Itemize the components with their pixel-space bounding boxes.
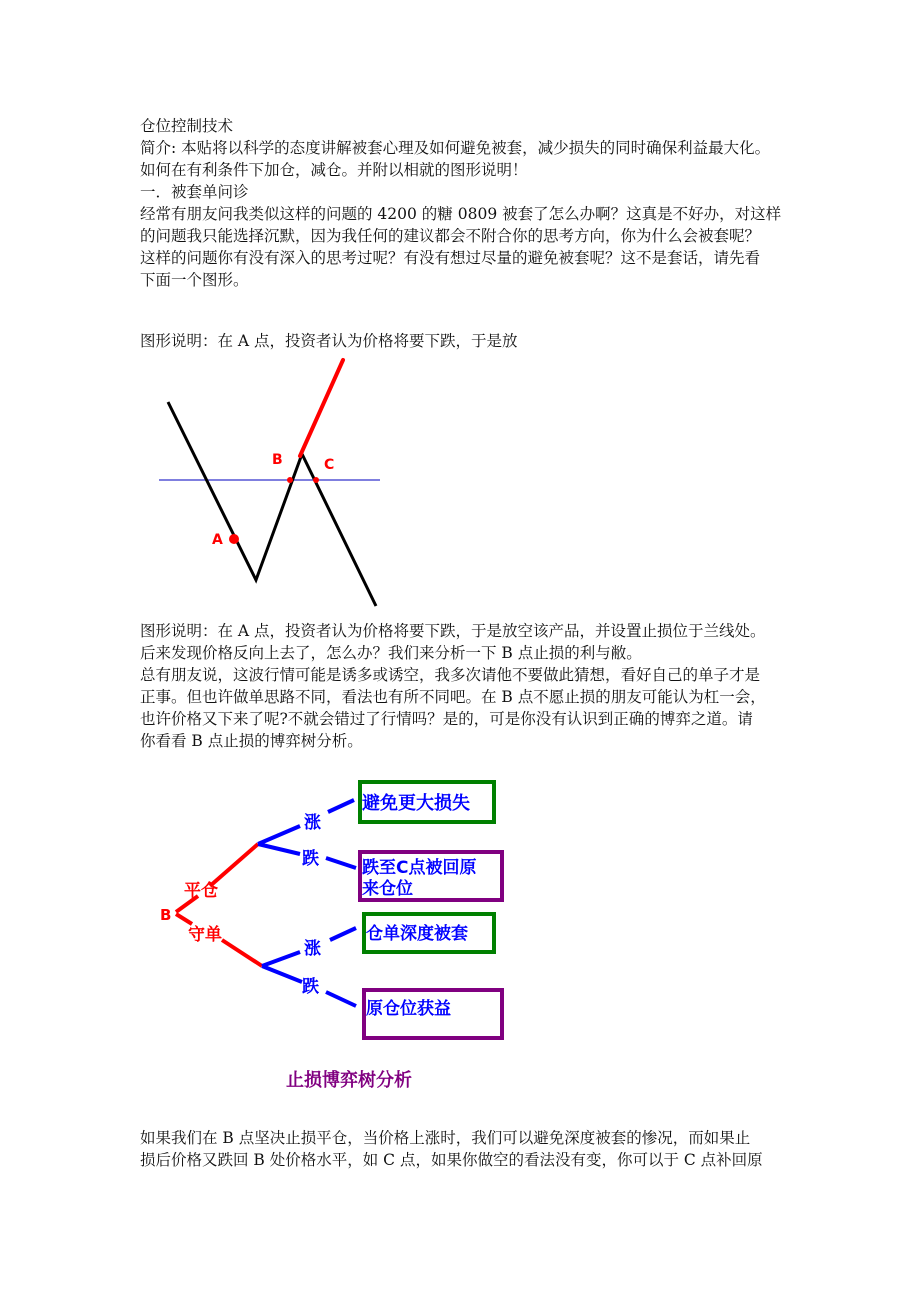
point-b [287,477,293,483]
rise-branch-line [262,952,300,966]
branch-hold-line [176,914,192,924]
outcome-hold-fall: 原仓位获益 [366,999,451,1019]
branch-hold-label: 守单 [188,925,222,945]
section-heading: 一．被套单问诊 [140,183,249,201]
label-c: C [324,457,335,473]
outcome-close-rise: 避免更大损失 [362,793,470,814]
paragraph-block [140,1127,790,1171]
outcome-close-fall-line1: 跌至C点被回原 [362,858,477,878]
document-title-block [140,115,790,291]
paragraph-block [140,620,790,752]
root-label: B [160,906,172,924]
game-tree-caption: 止损博弈树分析 [286,1070,412,1091]
paragraph-line: 这样的问题你有没有深入的思考过呢？有没有想过尽量的避免被套呢？这不是套话，请先看 [140,249,761,267]
intro-line: 简介: 本贴将以科学的态度讲解被套心理及如何避免被套，减少损失的同时确保利益最大化。 [140,139,771,157]
rise-branch-line [330,928,356,940]
paragraph-line: 正事。但也许做单思路不同，看法也有所不同吧。在 B 点不愿止损的朋友可能认为杠一会， [140,688,766,706]
game-tree-figure [150,768,550,1108]
paragraph-line: 的问题我只能选择沉默，因为我任何的建议都会不附合你的思考方向，你为什么会被套呢？ [140,227,761,245]
outcome-hold-rise: 仓单深度被套 [366,924,468,944]
branch-hold-line [222,940,262,966]
fall-branch-line [262,966,302,982]
label-a: A [212,532,223,548]
rise-branch-line [328,800,354,812]
caption-text: 图形说明：在 A 点，投资者认为价格将要下跌，于是放 [140,332,518,350]
price-path [168,402,376,606]
figure-caption-short [140,330,790,352]
fall-label: 跌 [302,849,319,869]
paragraph-line: 如果我们在 B 点坚决止损平仓，当价格上涨时，我们可以避免深度被套的惨况，而如果止 [140,1129,751,1147]
branch-close-label: 平仓 [184,881,218,901]
paragraph-line: 后来发现价格反向上去了，怎么办？我们来分析一下 B 点止损的利与敝。 [140,644,642,662]
paragraph-line: 也许价格又下来了呢?不就会错过了行情吗？是的，可是你没有认识到正确的博弈之道。请 [140,710,753,728]
label-b: B [272,452,283,468]
paragraph-line: 你看看 B 点止损的博弈树分析。 [140,732,363,750]
fall-label: 跌 [302,977,319,997]
point-a [229,534,239,544]
fall-branch-line [326,858,356,868]
paragraph-line: 总有朋友说，这波行情可能是诱多或诱空，我多次请他不要做此猜想，看好自己的单子才是 [140,666,761,684]
rise-label: 涨 [304,939,321,959]
point-c [313,477,319,483]
paragraph-line: 经常有朋友问我类似这样的问题的 4200 的糖 0809 被套了怎么办啊？这真是不好办，对这样 [140,205,782,223]
outcome-close-fall-line2: 来仓位 [362,879,413,899]
branch-close-line [210,844,258,886]
paragraph-line: 损后价格又跌回 B 处价格水平，如 C 点，如果你做空的看法没有变，你可以于 C 点补回原 [140,1151,763,1169]
document-title: 仓位控制技术 [140,117,234,135]
rise-branch-line [258,826,300,844]
intro-line: 如何在有利条件下加仓，减仓。并附以相就的图形说明！ [140,161,528,179]
rise-label: 涨 [304,813,321,833]
paragraph-line: 图形说明：在 A 点，投资者认为价格将要下跌，于是放空该产品，并设置止损位于兰线处。 [140,622,766,640]
paragraph-line: 下面一个图形。 [140,271,249,289]
fall-branch-line [258,844,300,854]
rise-path [300,360,343,456]
fall-branch-line [326,992,356,1006]
price-chart-figure [150,352,410,612]
